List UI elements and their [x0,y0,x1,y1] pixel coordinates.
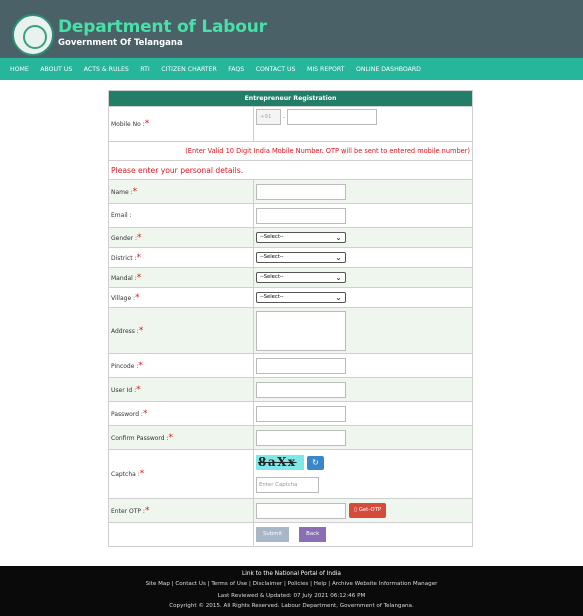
nav-faqs[interactable]: FAQS [228,65,245,73]
confirm-password-label-cell [109,426,254,450]
site-header [0,0,583,58]
pincode-input[interactable] [256,358,346,374]
name-input-cell [254,180,473,204]
email-input[interactable] [256,208,346,224]
mobile-label-cell [109,107,254,142]
telangana-emblem-logo [12,14,54,56]
required-mark: * [132,186,138,197]
get-otp-button[interactable] [349,503,386,518]
copyright: Copyright © 2015. All Rights Reserved. Labour Department, Government of Telangana. [169,603,414,609]
mobile-number-input[interactable] [287,109,377,125]
village-select[interactable] [256,292,346,303]
mandal-label: Mandal : [111,274,137,282]
password-input-cell [254,402,473,426]
required-mark: * [138,360,143,371]
back-button[interactable]: Back [299,527,326,542]
district-label: District : [111,254,137,262]
actions-spacer [109,523,254,547]
footer-links[interactable]: Site Map | Contact Us | Terms of Use | Disclaimer | Policies | Help | Archive Website Information Manager [145,581,438,587]
required-mark: * [138,325,144,336]
userid-label-cell [109,378,254,402]
required-mark: * [136,272,142,283]
nav-contact-us[interactable]: CONTACT US [255,65,296,73]
captcha-input-placeholder: Enter Captcha [259,482,298,488]
country-code-field: +91 [256,109,281,125]
nav-about-us[interactable]: ABOUT US [40,65,73,73]
village-label: Village : [111,294,136,302]
chevron-down-icon: ⌄ [335,233,342,242]
confirm-password-label: Confirm Password : [111,434,169,442]
district-select[interactable] [256,252,346,263]
email-label: Email : [109,204,254,228]
village-select-value: --Select-- [260,294,284,300]
village-select-cell [254,288,473,308]
district-label-cell [109,248,254,268]
district-select-value: --Select-- [260,254,284,260]
address-label: Address : [111,327,139,335]
name-label-cell [109,180,254,204]
site-title: Department of Labour [58,17,267,37]
mandal-label-cell [109,268,254,288]
name-input[interactable] [256,184,346,200]
required-mark: * [136,252,141,263]
site-footer [0,566,583,616]
captcha-label-cell [109,450,254,499]
mandal-select-value: --Select-- [260,274,284,280]
captcha-label: Captcha : [111,471,140,478]
pincode-input-cell [254,354,473,378]
form-heading: Entrepreneur Registration [109,91,473,107]
required-mark: * [168,432,174,443]
mobile-label: Mobile No : [111,121,145,128]
confirm-password-input-cell [254,426,473,450]
userid-label: User Id : [111,386,137,394]
nav-rti[interactable]: RTI [140,65,150,73]
required-mark: * [137,232,142,243]
captcha-cell [254,450,473,499]
password-input[interactable] [256,406,346,422]
village-label-cell [109,288,254,308]
phone-icon: ▯ [354,507,357,513]
password-label: Password : [111,410,143,418]
submit-button[interactable]: Submit [256,527,289,542]
address-textarea[interactable] [256,311,346,351]
required-mark: * [144,505,150,516]
nav-mis-report[interactable]: MIS REPORT [306,65,345,73]
chevron-down-icon: ⌄ [335,273,342,282]
district-select-cell [254,248,473,268]
mobile-warning: (Enter Valid 10 Digit India Mobile Number. OTP will be sent to entered mobile number) [109,142,473,161]
mobile-input-cell [254,107,473,142]
required-mark: * [139,469,145,479]
main-nav [0,58,583,80]
mandal-select[interactable] [256,272,346,283]
nav-acts-rules[interactable]: ACTS & RULES [83,65,129,73]
nav-citizen-charter[interactable]: CITIZEN CHARTER [161,65,217,73]
last-reviewed: Last Reviewed & Updated: 07 July 2021 06:12:46 PM [217,593,366,599]
address-input-cell [254,308,473,354]
userid-input-cell [254,378,473,402]
required-mark: * [142,408,148,419]
gender-label: Gender : [111,234,138,242]
address-label-cell [109,308,254,354]
actions-cell [254,523,473,547]
gender-select-cell [254,228,473,248]
name-label: Name : [111,188,133,196]
captcha-input[interactable] [256,477,319,493]
pincode-label-cell [109,354,254,378]
national-portal-link[interactable]: Link to the National Portal of India [242,571,341,577]
required-mark: * [135,292,140,303]
otp-label-cell [109,499,254,523]
registration-form [108,90,473,547]
gender-label-cell [109,228,254,248]
chevron-down-icon: ⌄ [335,293,342,302]
otp-label: Enter OTP : [111,507,145,515]
pincode-label: Pincode : [111,362,139,370]
mobile-separator: - [283,113,286,121]
password-label-cell [109,402,254,426]
refresh-icon[interactable]: ↻ [307,456,324,470]
userid-input[interactable] [256,382,346,398]
site-subtitle: Government Of Telangana [58,38,183,48]
mandal-select-cell [254,268,473,288]
otp-input-cell [254,499,473,523]
gender-select-value: --Select-- [260,234,284,240]
required-mark: * [136,384,141,395]
nav-online-dashboard[interactable]: ONLINE DASHBOARD [355,65,421,73]
email-input-cell [254,204,473,228]
confirm-password-input[interactable] [256,430,346,446]
nav-home[interactable]: HOME [10,65,29,73]
gender-select[interactable] [256,232,346,243]
otp-input[interactable] [256,503,346,519]
chevron-down-icon: ⌄ [335,253,342,262]
required-mark: * [144,119,150,129]
captcha-image: 8aXx [256,455,304,470]
personal-details-note: Please enter your personal details. [109,161,473,180]
get-otp-label: Get-OTP [358,507,382,513]
